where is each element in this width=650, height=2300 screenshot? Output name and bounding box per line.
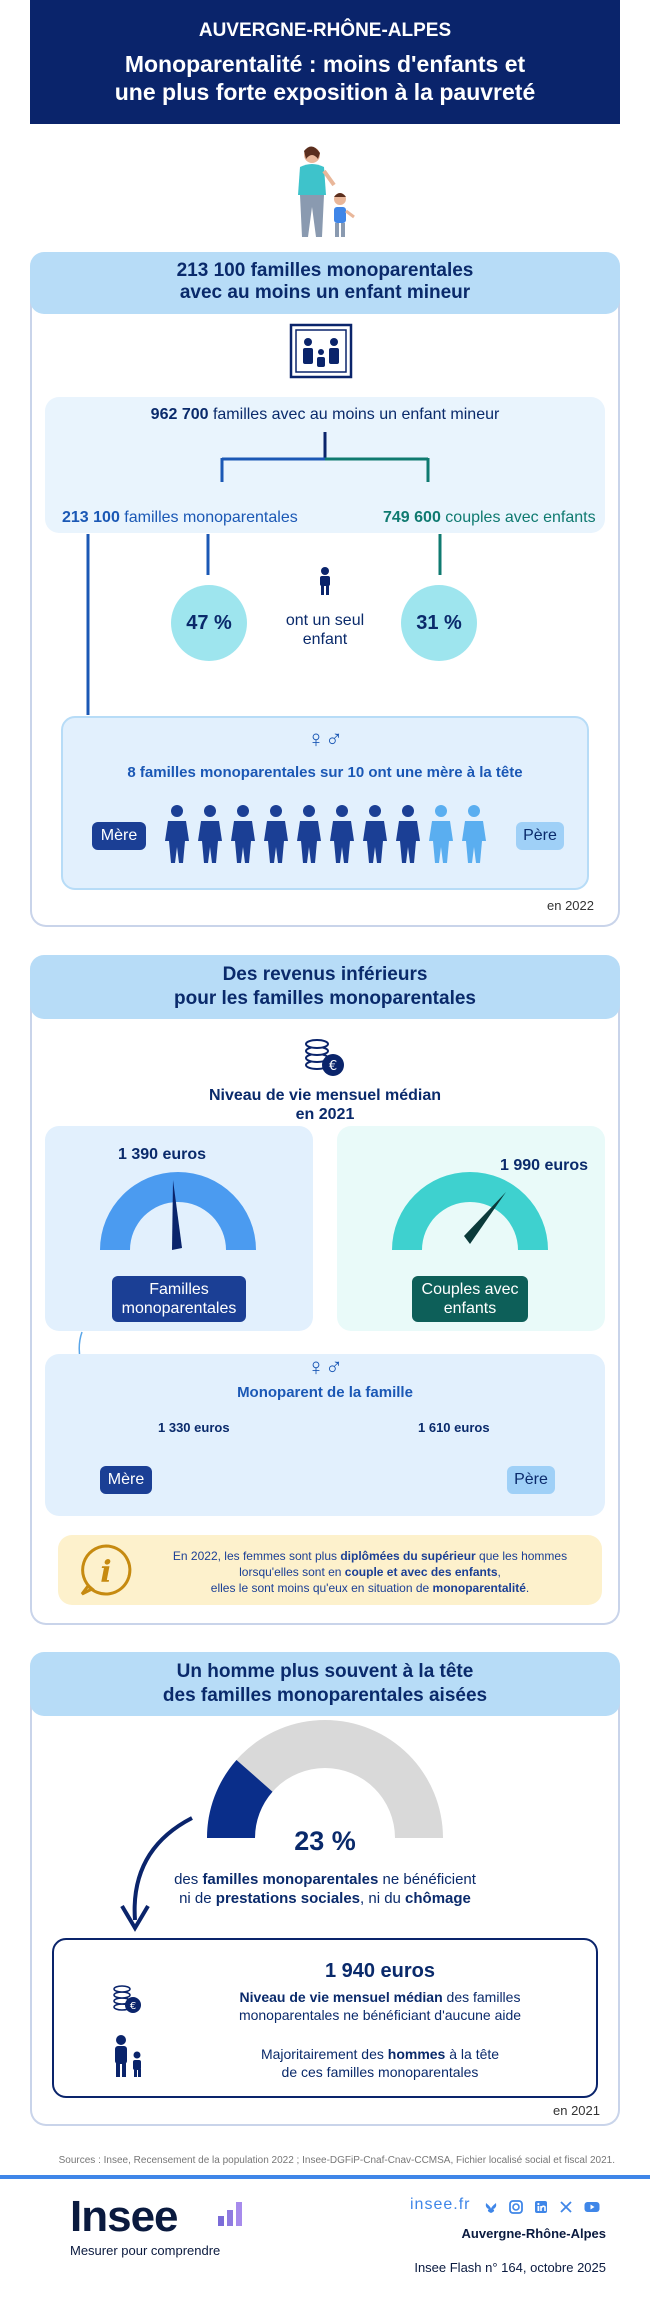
youtube-icon[interactable] bbox=[584, 2200, 600, 2214]
couples-label: Couples avec enfants bbox=[412, 1276, 528, 1322]
no-aid-amount: 1 940 euros bbox=[324, 1960, 436, 1982]
svg-text:€: € bbox=[328, 1059, 338, 1074]
page-title: Monoparentalité : moins d'enfants et une plus forte exposition à la pauvreté bbox=[114, 51, 536, 105]
instagram-icon[interactable] bbox=[509, 2200, 523, 2214]
gender-symbols: ♀♂ bbox=[307, 726, 343, 753]
one-child-label: ont un seul enfant bbox=[285, 612, 365, 648]
mono-income-amount: 1 390 euros bbox=[118, 1146, 207, 1163]
social-icons bbox=[484, 2198, 614, 2216]
section-families-title: 213 100 familles monoparentales avec au moins un enfant mineur bbox=[30, 252, 620, 314]
gender-symbols-2: ♀♂ bbox=[307, 1354, 343, 1381]
father-label-2: Père bbox=[507, 1466, 555, 1494]
father-income-amount: 1 610 euros bbox=[418, 1420, 490, 1435]
no-benefit-desc: des familles monoparentales ne bénéficient ni de prestations sociales, ni du chômage bbox=[174, 1871, 476, 1907]
year-note-2021: en 2021 bbox=[553, 2103, 600, 2118]
mono-families-label: Familles monoparentales bbox=[112, 1276, 246, 1322]
no-aid-median: Niveau de vie mensuel médian des familles monoparentales ne bénéficiant d'aucune aide bbox=[238, 1989, 522, 2023]
median-income-subtitle: Niveau de vie mensuel médian en 2021 bbox=[208, 1087, 442, 1123]
father-child-icon bbox=[112, 2035, 146, 2079]
insee-logo-bars bbox=[216, 2200, 246, 2228]
mother-label: Mère bbox=[92, 822, 146, 850]
info-text: En 2022, les femmes sont plus diplômées du supérieur que les hommes lorsqu'elles sont en couple et avec des enfants, elles le sont moins qu'eux en situation de monoparentalité. bbox=[172, 1549, 568, 1595]
father-label: Père bbox=[516, 822, 564, 850]
insee-tagline: Mesurer pour comprendre bbox=[70, 2243, 221, 2258]
site-link[interactable]: insee.fr bbox=[410, 2196, 471, 2213]
men-head-text: Majoritairement des hommes à la tête de ces familles monoparentales bbox=[260, 2046, 500, 2080]
sources-note: Sources : Insee, Recensement de la population 2022 ; Insee-DGFiP-Cnaf-Cnav-CCMSA, Fichier localisé social et fiscal 2021. bbox=[58, 2155, 615, 2166]
footer-divider bbox=[0, 2175, 650, 2179]
bluesky-icon[interactable] bbox=[484, 2200, 498, 2214]
couples-income-amount: 1 990 euros bbox=[500, 1157, 589, 1174]
mono-one-child-pct: 47 % bbox=[171, 585, 247, 661]
parent-title: Monoparent de la famille bbox=[237, 1384, 413, 1401]
section-income-title: Des revenus inférieurs pour les familles monoparentales bbox=[30, 955, 620, 1019]
year-note-2022: en 2022 bbox=[547, 898, 594, 913]
mother-label-2: Mère bbox=[100, 1466, 152, 1494]
publication-reference: Insee Flash n° 164, octobre 2025 bbox=[414, 2260, 606, 2275]
region-name: AUVERGNE-RHÔNE-ALPES bbox=[198, 20, 452, 41]
x-icon[interactable] bbox=[559, 2200, 573, 2214]
no-benefit-pct: 23 % bbox=[294, 1826, 356, 1856]
coins-euro-icon-2 bbox=[112, 1983, 142, 2015]
total-families-line: 962 700 familles avec au moins un enfant mineur bbox=[150, 406, 500, 423]
mono-families-line: 213 100 familles monoparentales bbox=[62, 509, 298, 526]
svg-text:€: € bbox=[129, 2001, 137, 2012]
footer-region: Auvergne-Rhône-Alpes bbox=[461, 2226, 606, 2241]
mother-income-amount: 1 330 euros bbox=[158, 1420, 230, 1435]
linkedin-icon[interactable] bbox=[534, 2200, 548, 2214]
insee-logo[interactable]: Insee bbox=[70, 2192, 178, 2241]
couples-line: 749 600 couples avec enfants bbox=[383, 509, 596, 526]
mother-head-text: 8 familles monoparentales sur 10 ont une mère à la tête bbox=[127, 764, 523, 781]
couples-one-child-pct: 31 % bbox=[401, 585, 477, 661]
svg-text:i: i bbox=[100, 1555, 112, 1590]
section-wealthy-title: Un homme plus souvent à la tête des familles monoparentales aisées bbox=[30, 1652, 620, 1716]
